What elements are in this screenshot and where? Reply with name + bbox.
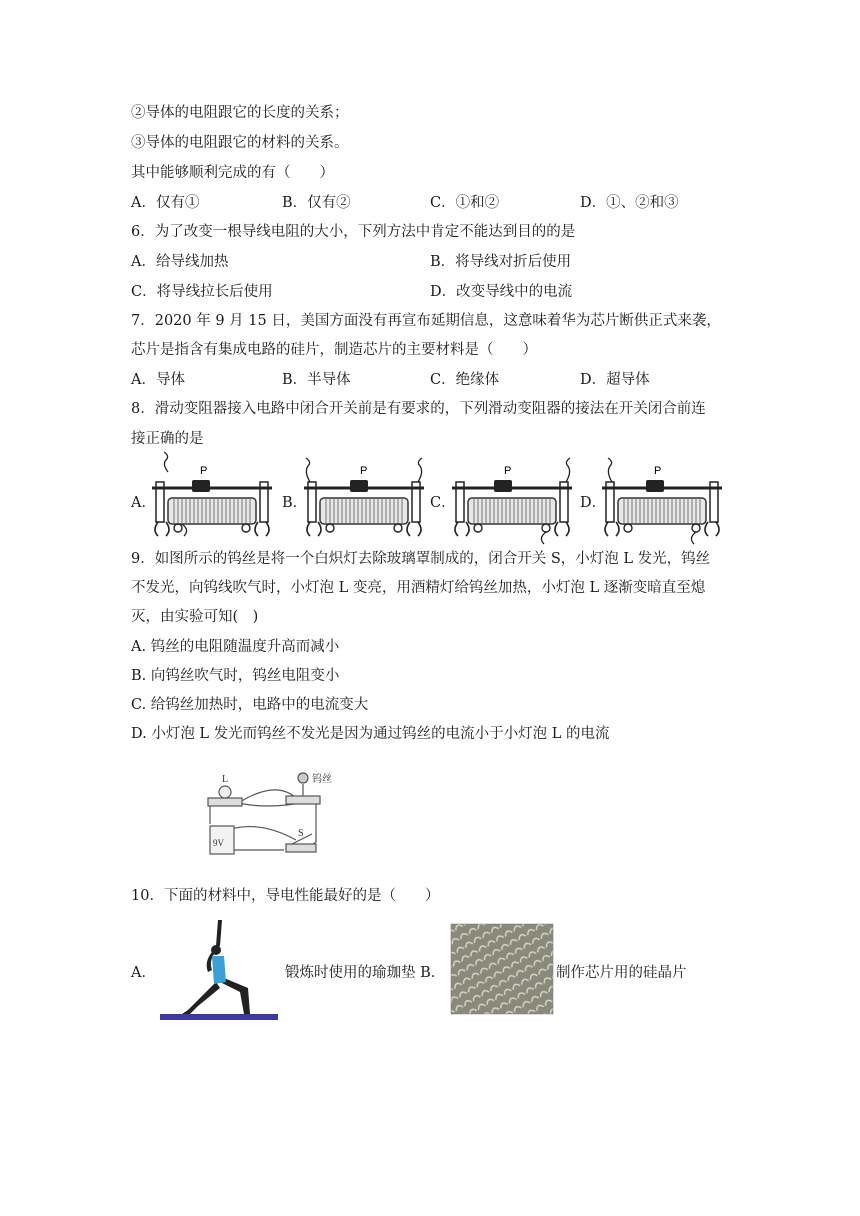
q6-option-b[interactable]: B．将导线对折后使用 — [430, 254, 572, 270]
q10-wafer-image[interactable] — [451, 924, 553, 1014]
q9-stem-line1: 9．如图所示的钨丝是将一个白炽灯去除玻璃罩制成的，闭合开关 S，小灯泡 L 发光，钨丝 — [131, 551, 711, 567]
q9-option-a[interactable]: A. 钨丝的电阻随温度升高而减小 — [131, 639, 340, 655]
q9-label-lamp: L — [222, 774, 229, 785]
q5-option-b[interactable]: B．仅有② — [282, 195, 351, 211]
q10-option-a-text: 锻炼时使用的瑜珈垫 B． — [285, 965, 446, 981]
q8-option-b-letter[interactable]: B． — [282, 495, 308, 511]
q8-slider-label-b: P — [360, 465, 368, 477]
q10-stem: 10．下面的材料中，导电性能最好的是（ ） — [131, 888, 440, 904]
q8-stem-line1: 8．滑动变阻器接入电路中闭合开关前是有要求的，下列滑动变阻器的接法在开关闭合前连 — [131, 401, 706, 417]
q5-prompt: 其中能够顺利完成的有（ ） — [131, 165, 334, 181]
q8-option-d-rheostat[interactable] — [598, 458, 728, 538]
q9-stem-line3: 灭，由实验可知( ) — [131, 609, 259, 625]
q6-option-d[interactable]: D．改变导线中的电流 — [430, 284, 573, 300]
q8-stem-line2: 接正确的是 — [131, 431, 204, 447]
q5-option-c[interactable]: C．①和② — [430, 195, 500, 211]
statement-3: ③导体的电阻跟它的材料的关系。 — [131, 135, 349, 151]
q9-label-filament: 钨丝 — [312, 774, 332, 785]
q8-option-b-rheostat[interactable] — [300, 458, 430, 538]
q6-option-a[interactable]: A．给导线加热 — [131, 254, 229, 270]
q9-option-c[interactable]: C. 给钨丝加热时，电路中的电流变大 — [131, 697, 369, 713]
q6-stem: 6．为了改变一根导线电阻的大小，下列方法中肯定不能达到目的的是 — [131, 224, 576, 240]
q8-option-a-rheostat[interactable] — [148, 458, 278, 538]
q6-option-c[interactable]: C．将导线拉长后使用 — [131, 284, 273, 300]
q8-option-c-rheostat[interactable] — [448, 458, 578, 538]
q7-option-b[interactable]: B．半导体 — [282, 372, 351, 388]
q5-option-d[interactable]: D．①、②和③ — [580, 195, 679, 211]
q7-option-a[interactable]: A．导体 — [131, 372, 185, 388]
q7-option-c[interactable]: C．绝缘体 — [430, 372, 500, 388]
q8-option-d-letter[interactable]: D． — [580, 495, 607, 511]
yoga-mat — [160, 1014, 278, 1020]
q7-option-d[interactable]: D．超导体 — [580, 372, 650, 388]
q9-label-switch: S — [298, 828, 304, 839]
q10-option-a-letter[interactable]: A． — [131, 965, 156, 981]
q9-stem-line2: 不发光，向钨线吹气时，小灯泡 L 变亮，用酒精灯给钨丝加热，小灯泡 L 逐渐变暗直至熄 — [131, 580, 706, 596]
q9-option-d[interactable]: D. 小灯泡 L 发光而钨丝不发光是因为通过钨丝的电流小于小灯泡 L 的电流 — [131, 726, 610, 742]
q8-slider-label-c: P — [504, 465, 512, 477]
q8-option-a-letter[interactable]: A． — [131, 495, 156, 511]
statement-2: ②导体的电阻跟它的长度的关系； — [131, 105, 349, 121]
q7-stem-line1: 7．2020 年 9 月 15 日，美国方面没有再宣布延期信息，这意味着华为芯片断供正式来袭， — [131, 313, 721, 329]
q9-label-battery: 9V — [213, 838, 224, 848]
q9-option-b[interactable]: B. 向钨丝吹气时，钨丝电阻变小 — [131, 668, 340, 684]
q5-option-a[interactable]: A．仅有① — [131, 195, 200, 211]
q10-yoga-image[interactable] — [158, 918, 280, 1024]
q8-slider-label-a: P — [200, 465, 208, 477]
q8-slider-label-d: P — [654, 465, 662, 477]
q8-option-c-letter[interactable]: C． — [430, 495, 456, 511]
q7-stem-line2: 芯片是指含有集成电路的硅片，制造芯片的主要材料是（ ） — [131, 342, 537, 358]
q9-circuit-figure — [196, 770, 346, 860]
q10-option-b-text: 制作芯片用的硅晶片 — [556, 965, 687, 981]
